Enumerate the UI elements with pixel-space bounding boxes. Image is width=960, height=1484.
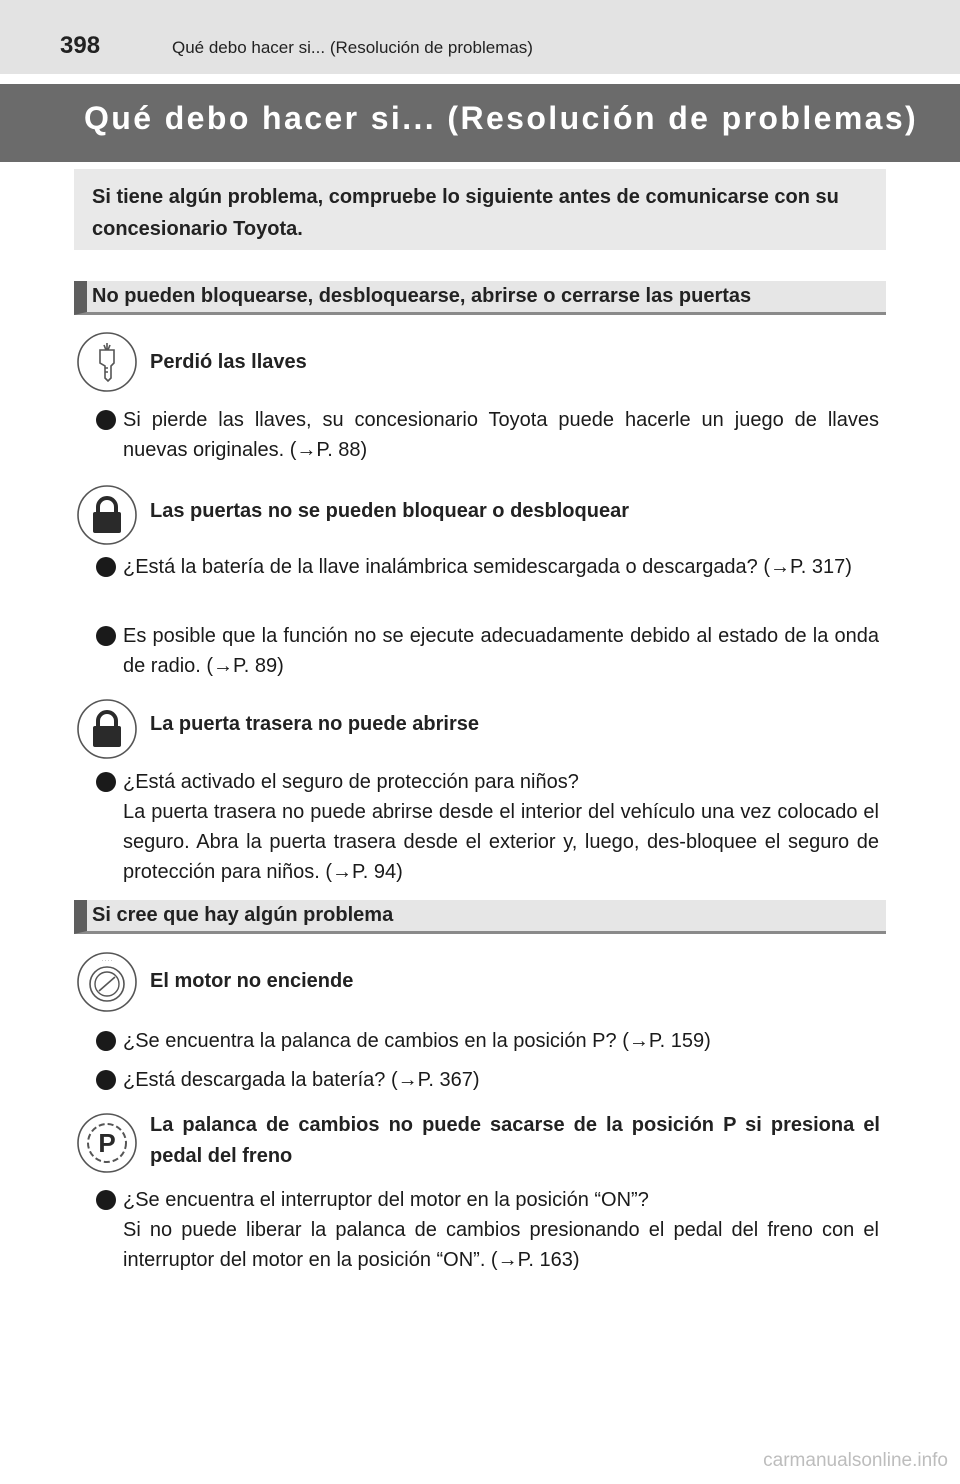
item-text: ¿Está la batería de la llave inalámbrica semidescargada o descargada? (→P. 317) bbox=[123, 556, 852, 578]
engine-switch-icon bbox=[76, 951, 138, 1013]
park-gear-label: P bbox=[98, 1128, 116, 1158]
page-header bbox=[0, 0, 960, 74]
item-text: Es posible que la función no se ejecute adecuadamente debido al estado de la onda de radio. (→P. 89) bbox=[123, 625, 879, 677]
bullet-dot bbox=[96, 1070, 116, 1090]
intro-text: Si tiene algún problema, compruebe lo siguiente antes de comunicarse con su concesionario Toyota. bbox=[92, 186, 839, 240]
watermark: carmanualsonline.info bbox=[763, 1450, 948, 1471]
section-heading: Si cree que hay algún problema bbox=[92, 904, 394, 926]
page-number: 398 bbox=[60, 32, 101, 59]
bullet-dot bbox=[96, 410, 116, 430]
bullet-dot bbox=[96, 1031, 116, 1051]
section-heading: No pueden bloquearse, desbloquearse, abrirse o cerrarse las puertas bbox=[92, 285, 752, 307]
item-subhead: El motor no enciende bbox=[150, 970, 354, 992]
svg-text:· · · ·: · · · · bbox=[101, 958, 113, 964]
bullet-dot bbox=[96, 772, 116, 792]
bullet-dot bbox=[96, 1190, 116, 1210]
item-text: Si pierde las llaves, su concesionario Toyota puede hacerle un juego de llaves nuevas originales. (→P. 88) bbox=[123, 409, 879, 461]
key-icon bbox=[76, 331, 138, 393]
item-text: ¿Está descargada la batería? (→P. 367) bbox=[123, 1069, 480, 1091]
item-subhead: La palanca de cambios no puede sacarse de la posición P si presiona el pedal del freno bbox=[150, 1114, 880, 1167]
item-subhead: La puerta trasera no puede abrirse bbox=[150, 713, 480, 735]
item-subhead: Perdió las llaves bbox=[150, 351, 307, 373]
page-title: Qué debo hacer si... (Resolución de problemas) bbox=[84, 100, 919, 136]
running-head: Qué debo hacer si... (Resolución de problemas) bbox=[172, 38, 533, 57]
bullet-dot bbox=[96, 557, 116, 577]
item-text: ¿Está activado el seguro de protección para niños? La puerta trasera no puede abrirse desde el interior del vehículo una vez colocado el seguro. Abra la puerta trasera desde el exterior y, luego, des-bloquee el seguro de protección para niños. (→P. 94) bbox=[123, 771, 879, 883]
item-text: ¿Se encuentra el interruptor del motor en la posición “ON”? Si no puede liberar la palanca de cambios presionando el pedal del freno con el interruptor del motor en la posición “ON”. (→P. 163) bbox=[123, 1189, 879, 1271]
park-gear-icon bbox=[76, 1112, 138, 1174]
item-text: ¿Se encuentra la palanca de cambios en la posición P? (→P. 159) bbox=[123, 1030, 711, 1052]
bullet-dot bbox=[96, 626, 116, 646]
lock-icon bbox=[76, 698, 138, 760]
item-subhead: Las puertas no se pueden bloquear o desbloquear bbox=[150, 500, 629, 522]
lock-icon bbox=[76, 484, 138, 546]
